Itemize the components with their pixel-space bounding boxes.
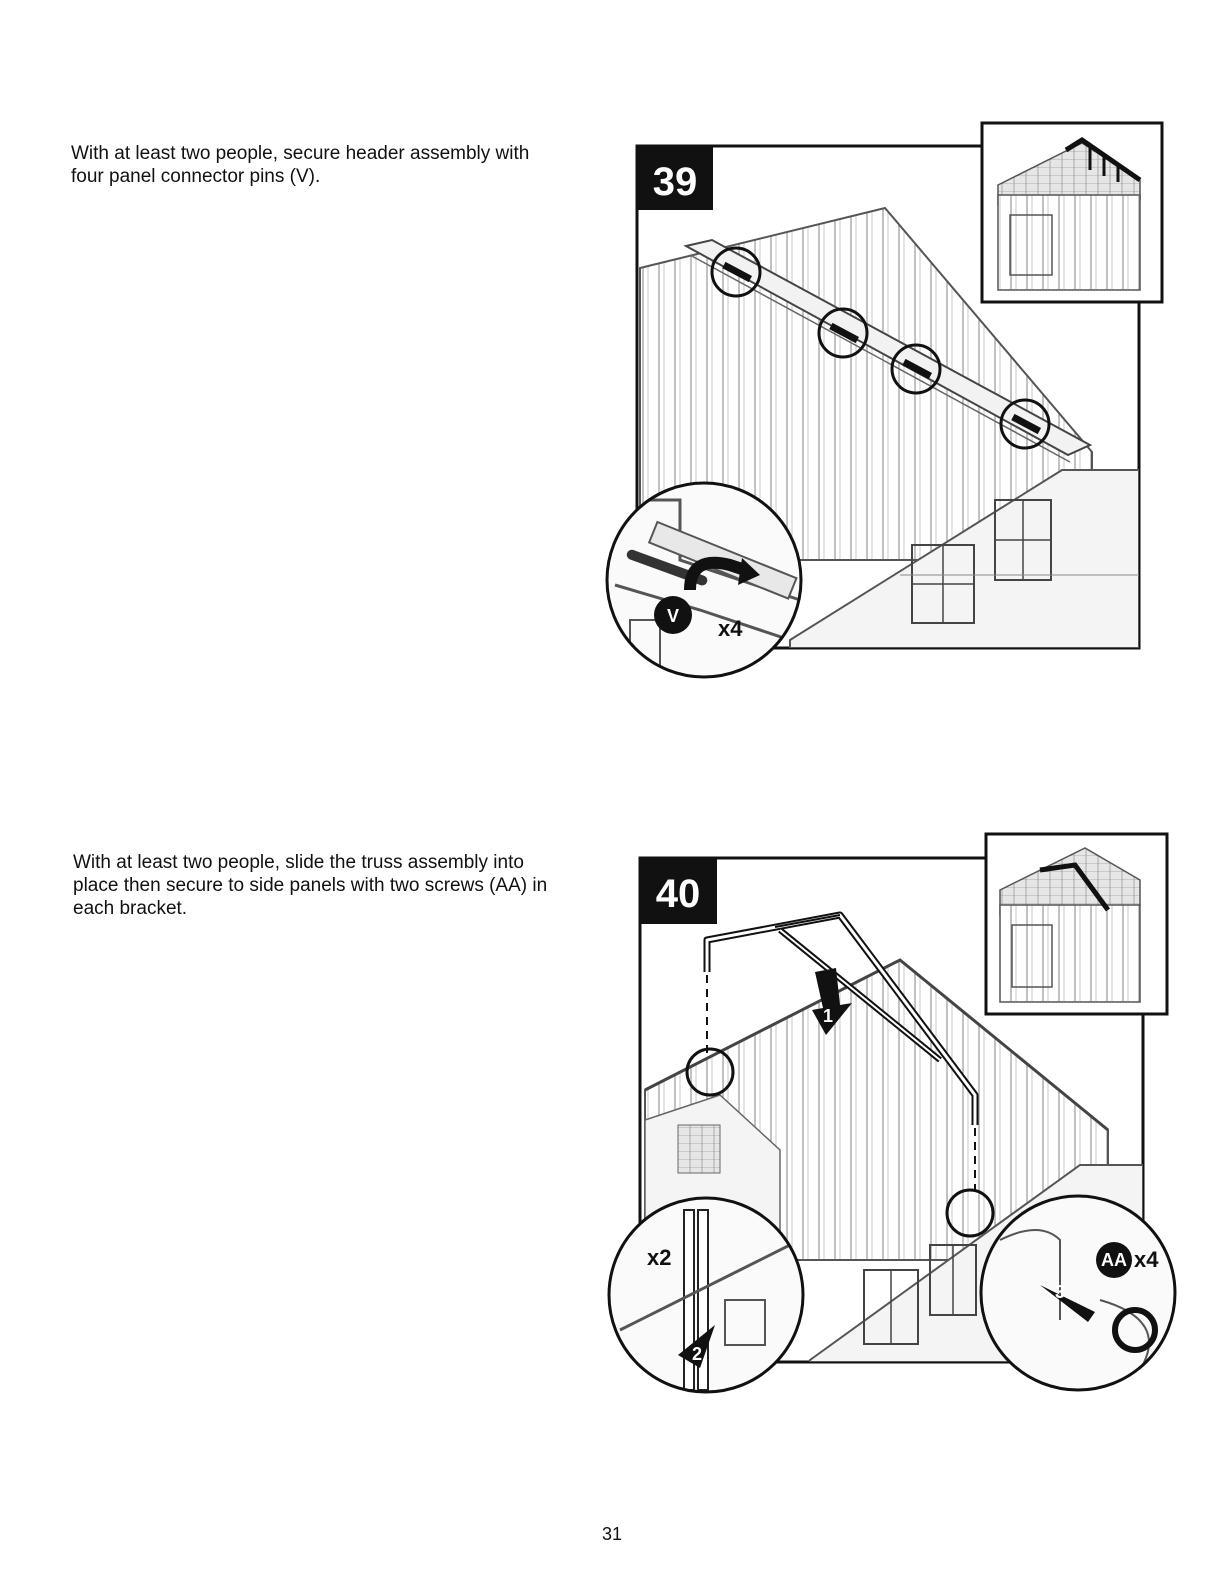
step-39-instruction: With at least two people, secure header assembly with four panel connector pins (V). [71,143,530,187]
sequence-label-3: 3 [1054,1282,1066,1302]
part-aa-label: AA [1101,1250,1127,1270]
step-40-number: 40 [655,872,701,916]
step-39-illustration [607,123,1162,683]
screw-detail [981,1196,1181,1396]
step-39-number: 39 [652,160,698,204]
shed-overview-inset [986,834,1167,1014]
step-40-instruction: With at least two people, slide the truss assembly into place then secure to side panels with two screws (AA) in each bracket. [73,852,548,919]
shed-overview-inset [982,123,1162,302]
step-40-quantity-left: x2 [647,1245,672,1270]
step-39-quantity: x4 [718,616,743,641]
sequence-label-2: 2 [691,1344,703,1364]
step-40-illustration [609,834,1181,1398]
step-40-quantity-right: x4 [1134,1247,1159,1272]
part-v-label: V [666,606,680,626]
sequence-label-1: 1 [822,1006,834,1026]
page-number: 31 [601,1524,623,1544]
